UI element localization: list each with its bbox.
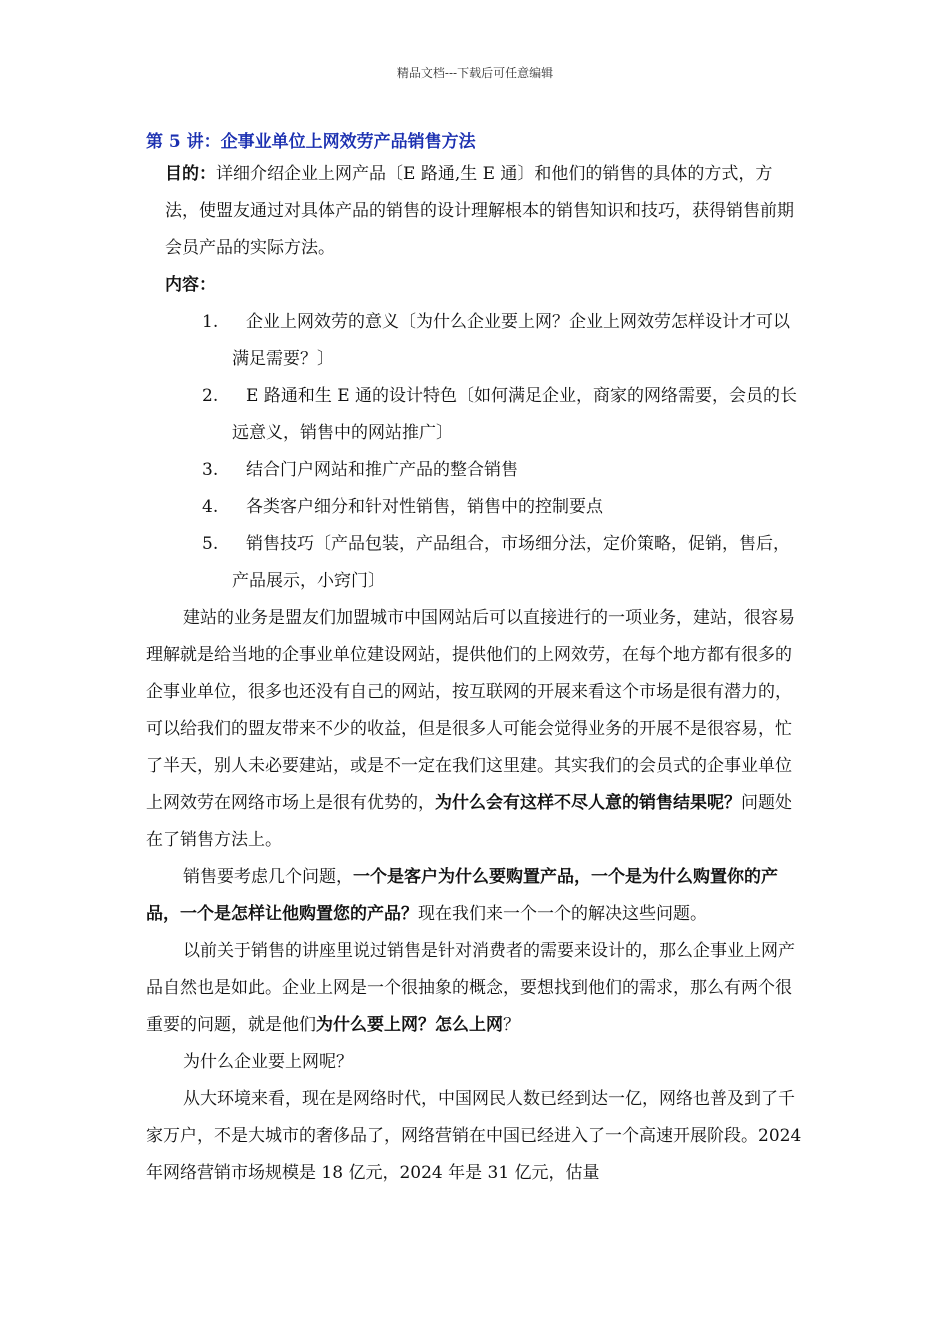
body-paragraph-2 [146, 859, 806, 933]
text-run: 以前关于销售的讲座里说过销售是针对消费者的需要来设计的，那么企事业上网产品自然也是如此。企业上网是一个很抽象的概念，要想找到他们的需求，那么有两个很重要的问题，就是他们 [146, 941, 795, 1035]
list-item [146, 489, 806, 526]
list-item-text: 企业上网效劳的意义〔为什么企业要上网？企业上网效劳怎样设计才可以满足需要？〕 [232, 312, 790, 369]
list-item-text: 结合门户网站和推广产品的整合销售 [246, 460, 518, 480]
list-item [146, 378, 806, 452]
body-paragraph-1 [146, 600, 806, 859]
body-paragraph-5: 从大环境来看，现在是网络时代，中国网民人数已经到达一亿，网络也普及到了千家万户，不是大城市的奢侈品了，网络营销在中国已经进入了一个高速开展阶段。2024 年网络营销市场规模是 18 亿元，2024 年是 31 亿元，估量 [146, 1089, 802, 1183]
lecture-title: 第 5 讲：企事业单位上网效劳产品销售方法 [146, 132, 476, 152]
list-item-number: 3. [202, 460, 219, 480]
document-body [146, 156, 806, 1192]
content-label: 内容： [165, 275, 216, 295]
emphasis-text: 为什么会有这样不尽人意的销售结果呢？ [435, 793, 741, 813]
list-item-text: 销售技巧〔产品包装，产品组合，市场细分法，定价策略，促销，售后，产品展示，小窍门〕 [232, 534, 790, 591]
body-paragraph-3 [146, 933, 806, 1044]
list-item-number: 4. [202, 497, 219, 517]
list-item-number: 1. [202, 312, 219, 332]
text-run: 建站的业务是盟友们加盟城市中国网站后可以直接进行的一项业务，建站，很容易理解就是给当地的企事业单位建设网站，提供他们的上网效劳，在每个地方都有很多的企事业单位，很多也还没有自己的网站，按互联网的开展来看这个市场是很有潜力的，可以给我们的盟友带来不少的收益，但是很多人可能会觉得业务的开展不是很容易，忙了半天，别人未必要建站，或是不一定在我们这里建。其实我们的会员式的企事业单位上网效劳在网络市场上是很有优势的， [146, 608, 795, 813]
purpose-paragraph [146, 156, 806, 267]
page-header: 精品文档---下载后可任意编辑 [396, 66, 554, 80]
body-paragraph-4: 为什么企业要上网呢？ [183, 1052, 353, 1072]
list-item [146, 526, 806, 600]
list-item-number: 2. [202, 386, 219, 406]
list-item-text: E 路通和生 E 通的设计特色〔如何满足企业，商家的网络需要，会员的长远意义，销售中的网站推广〕 [232, 386, 798, 443]
emphasis-text: 为什么要上网？怎么上网 [316, 1015, 503, 1035]
list-item-text: 各类客户细分和针对性销售，销售中的控制要点 [246, 497, 603, 517]
content-label-line [146, 267, 806, 304]
content-list [146, 304, 806, 600]
purpose-text: 详细介绍企业上网产品〔E 路通,生 E 通〕和他们的销售的具体的方式，方法，使盟友通过对具体产品的销售的设计理解根本的销售知识和技巧，获得销售前期会员产品的实际方法。 [165, 164, 794, 258]
list-item [146, 452, 806, 489]
list-item [146, 304, 806, 378]
text-run: 销售要考虑几个问题， [183, 867, 353, 887]
text-run: ？ [503, 1015, 520, 1035]
text-run: 现在我们来一个一个的解决这些问题。 [418, 904, 707, 924]
emphasis-text: 一个是客户为什么要购置产品，一个是为什么购置你的产品，一个是怎样让他购置您的产品？ [146, 867, 778, 924]
purpose-label: 目的： [165, 164, 216, 184]
list-item-number: 5. [202, 534, 219, 554]
text-run: 问题处在了销售方法上。 [146, 793, 792, 850]
